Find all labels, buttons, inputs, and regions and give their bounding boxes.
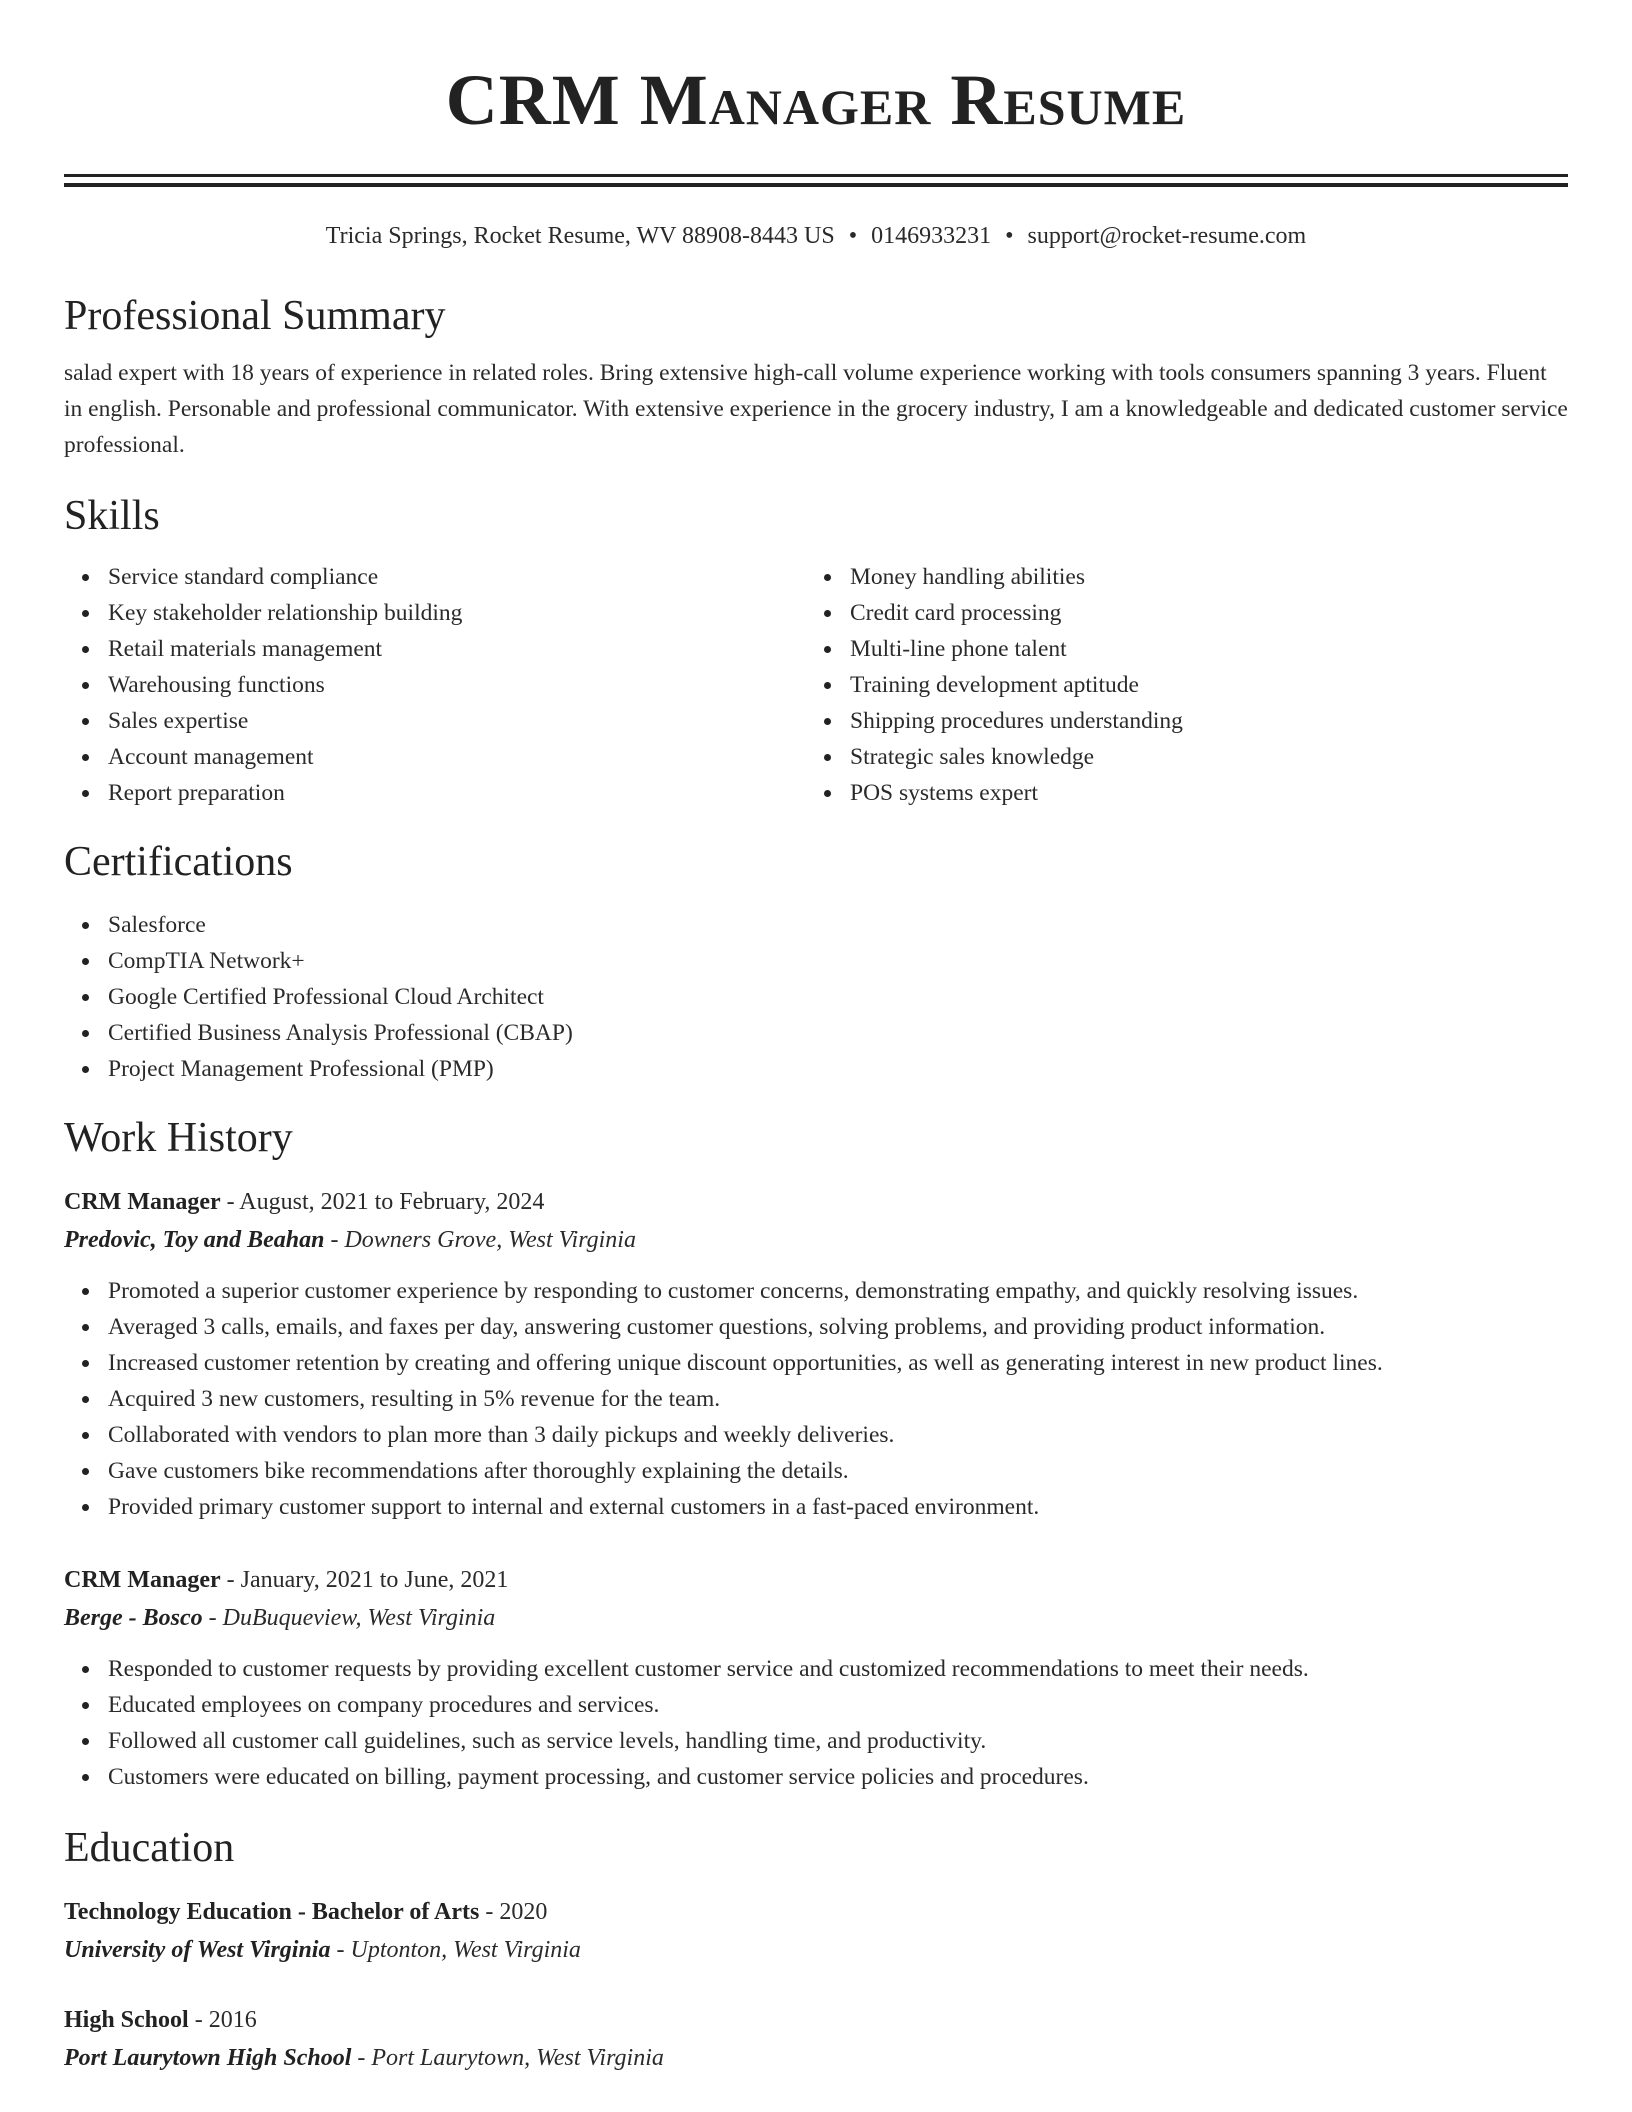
education-degree-line: High School - 2016	[64, 2007, 257, 2033]
job-company-line: Predovic, Toy and Beahan - Downers Grove, West Virginia	[64, 1227, 636, 1253]
education-entry	[64, 1893, 1568, 1969]
skill-item: Multi-line phone talent	[850, 631, 1548, 667]
certification-item: CompTIA Network+	[108, 943, 1568, 979]
job-company-line: Berge - Bosco - DuBuqueview, West Virginia	[64, 1605, 496, 1631]
job-bullet: Promoted a superior customer experience by responding to customer concerns, demonstrating empathy, and quickly resolving issues.	[108, 1273, 1568, 1309]
skill-item: Service standard compliance	[108, 559, 806, 595]
page-title: CRM Manager Resume	[445, 60, 1187, 140]
job-entry	[64, 1183, 1568, 1525]
skill-item: Account management	[108, 739, 806, 775]
education-school: University of West Virginia	[64, 1937, 331, 1963]
education-year: 2020	[499, 1899, 548, 1925]
skills-column-right	[806, 559, 1548, 811]
skill-item: Retail materials management	[108, 631, 806, 667]
job-bullet: Acquired 3 new customers, resulting in 5% revenue for the team.	[108, 1381, 1568, 1417]
education-location: Uptonton, West Virginia	[350, 1937, 581, 1963]
job-company: Predovic, Toy and Beahan	[64, 1227, 325, 1253]
certification-item: Google Certified Professional Cloud Architect	[108, 979, 1568, 1015]
education-school-line: University of West Virginia - Uptonton, West Virginia	[64, 1937, 581, 1963]
job-bullet: Customers were educated on billing, payment processing, and customer service policies and procedures.	[108, 1759, 1568, 1795]
job-bullet: Collaborated with vendors to plan more than 3 daily pickups and weekly deliveries.	[108, 1417, 1568, 1453]
skills-column-left	[64, 559, 806, 811]
job-title: CRM Manager	[64, 1189, 221, 1215]
skill-item: Report preparation	[108, 775, 806, 811]
job-bullet: Averaged 3 calls, emails, and faxes per day, answering customer questions, solving problems, and providing product information.	[108, 1309, 1568, 1345]
skill-item: Key stakeholder relationship building	[108, 595, 806, 631]
job-bullets	[64, 1651, 1568, 1795]
job-location: Downers Grove, West Virginia	[344, 1227, 636, 1253]
education-degree: Technology Education - Bachelor of Arts	[64, 1899, 480, 1925]
contact-separator: •	[848, 223, 858, 249]
skill-item: Sales expertise	[108, 703, 806, 739]
job-bullet: Followed all customer call guidelines, such as service levels, handling time, and productivity.	[108, 1723, 1568, 1759]
job-title-line: CRM Manager - January, 2021 to June, 2021	[64, 1567, 509, 1593]
education-school: Port Laurytown High School	[64, 2045, 352, 2071]
skills-heading: Skills	[64, 493, 160, 539]
contact-address: Tricia Springs, Rocket Resume, WV 88908-8443 US	[325, 223, 835, 249]
skill-item: POS systems expert	[850, 775, 1548, 811]
job-bullet: Responded to customer requests by providing excellent customer service and customized recommendations to meet their needs.	[108, 1651, 1568, 1687]
skill-item: Warehousing functions	[108, 667, 806, 703]
job-bullet: Increased customer retention by creating and offering unique discount opportunities, as well as generating interest in new product lines.	[108, 1345, 1568, 1381]
skill-item: Training development aptitude	[850, 667, 1548, 703]
skill-item: Credit card processing	[850, 595, 1548, 631]
work-history-heading: Work History	[64, 1115, 293, 1161]
certification-item: Certified Business Analysis Professional (CBAP)	[108, 1015, 1568, 1051]
job-dates: August, 2021 to February, 2024	[239, 1189, 545, 1215]
job-dates: January, 2021 to June, 2021	[240, 1567, 509, 1593]
certifications-list	[64, 907, 1568, 1087]
summary-text: salad expert with 18 years of experience in related roles. Bring extensive high-call volume experience working with tools consumers spanning 3 years. Fluent in english. Personable and professional communicator. With extensive experience in the grocery industry, I am a knowledgeable and dedicated customer service professional.	[64, 360, 1568, 458]
contact-phone: 0146933231	[871, 223, 992, 249]
education-heading: Education	[64, 1825, 235, 1871]
job-title-line: CRM Manager - August, 2021 to February, 2024	[64, 1189, 545, 1215]
education-year: 2016	[208, 2007, 257, 2033]
job-location: DuBuqueview, West Virginia	[222, 1605, 496, 1631]
job-title: CRM Manager	[64, 1567, 221, 1593]
job-bullet: Gave customers bike recommendations after thoroughly explaining the details.	[108, 1453, 1568, 1489]
contact-separator: •	[1005, 223, 1014, 249]
education-location: Port Laurytown, West Virginia	[371, 2045, 664, 2071]
summary-heading: Professional Summary	[64, 293, 446, 339]
title-divider-top	[64, 174, 1568, 177]
skill-item: Strategic sales knowledge	[850, 739, 1548, 775]
title-divider-bottom	[64, 183, 1568, 187]
education-entry	[64, 2001, 1568, 2077]
job-bullet: Educated employees on company procedures and services.	[108, 1687, 1568, 1723]
job-company: Berge - Bosco	[64, 1605, 203, 1631]
skills-list	[64, 559, 1568, 811]
education-school-line: Port Laurytown High School - Port Laurytown, West Virginia	[64, 2045, 664, 2071]
contact-line	[64, 221, 1568, 251]
job-entry	[64, 1561, 1568, 1795]
job-bullets	[64, 1273, 1568, 1525]
education-degree-line: Technology Education - Bachelor of Arts - 2020	[64, 1899, 548, 1925]
certifications-heading: Certifications	[64, 839, 293, 885]
skill-item: Shipping procedures understanding	[850, 703, 1548, 739]
education-degree: High School	[64, 2007, 189, 2033]
certification-item: Salesforce	[108, 907, 1568, 943]
skill-item: Money handling abilities	[850, 559, 1548, 595]
certification-item: Project Management Professional (PMP)	[108, 1051, 1568, 1087]
contact-email: support@rocket-resume.com	[1027, 223, 1307, 249]
job-bullet: Provided primary customer support to internal and external customers in a fast-paced environment.	[108, 1489, 1568, 1525]
